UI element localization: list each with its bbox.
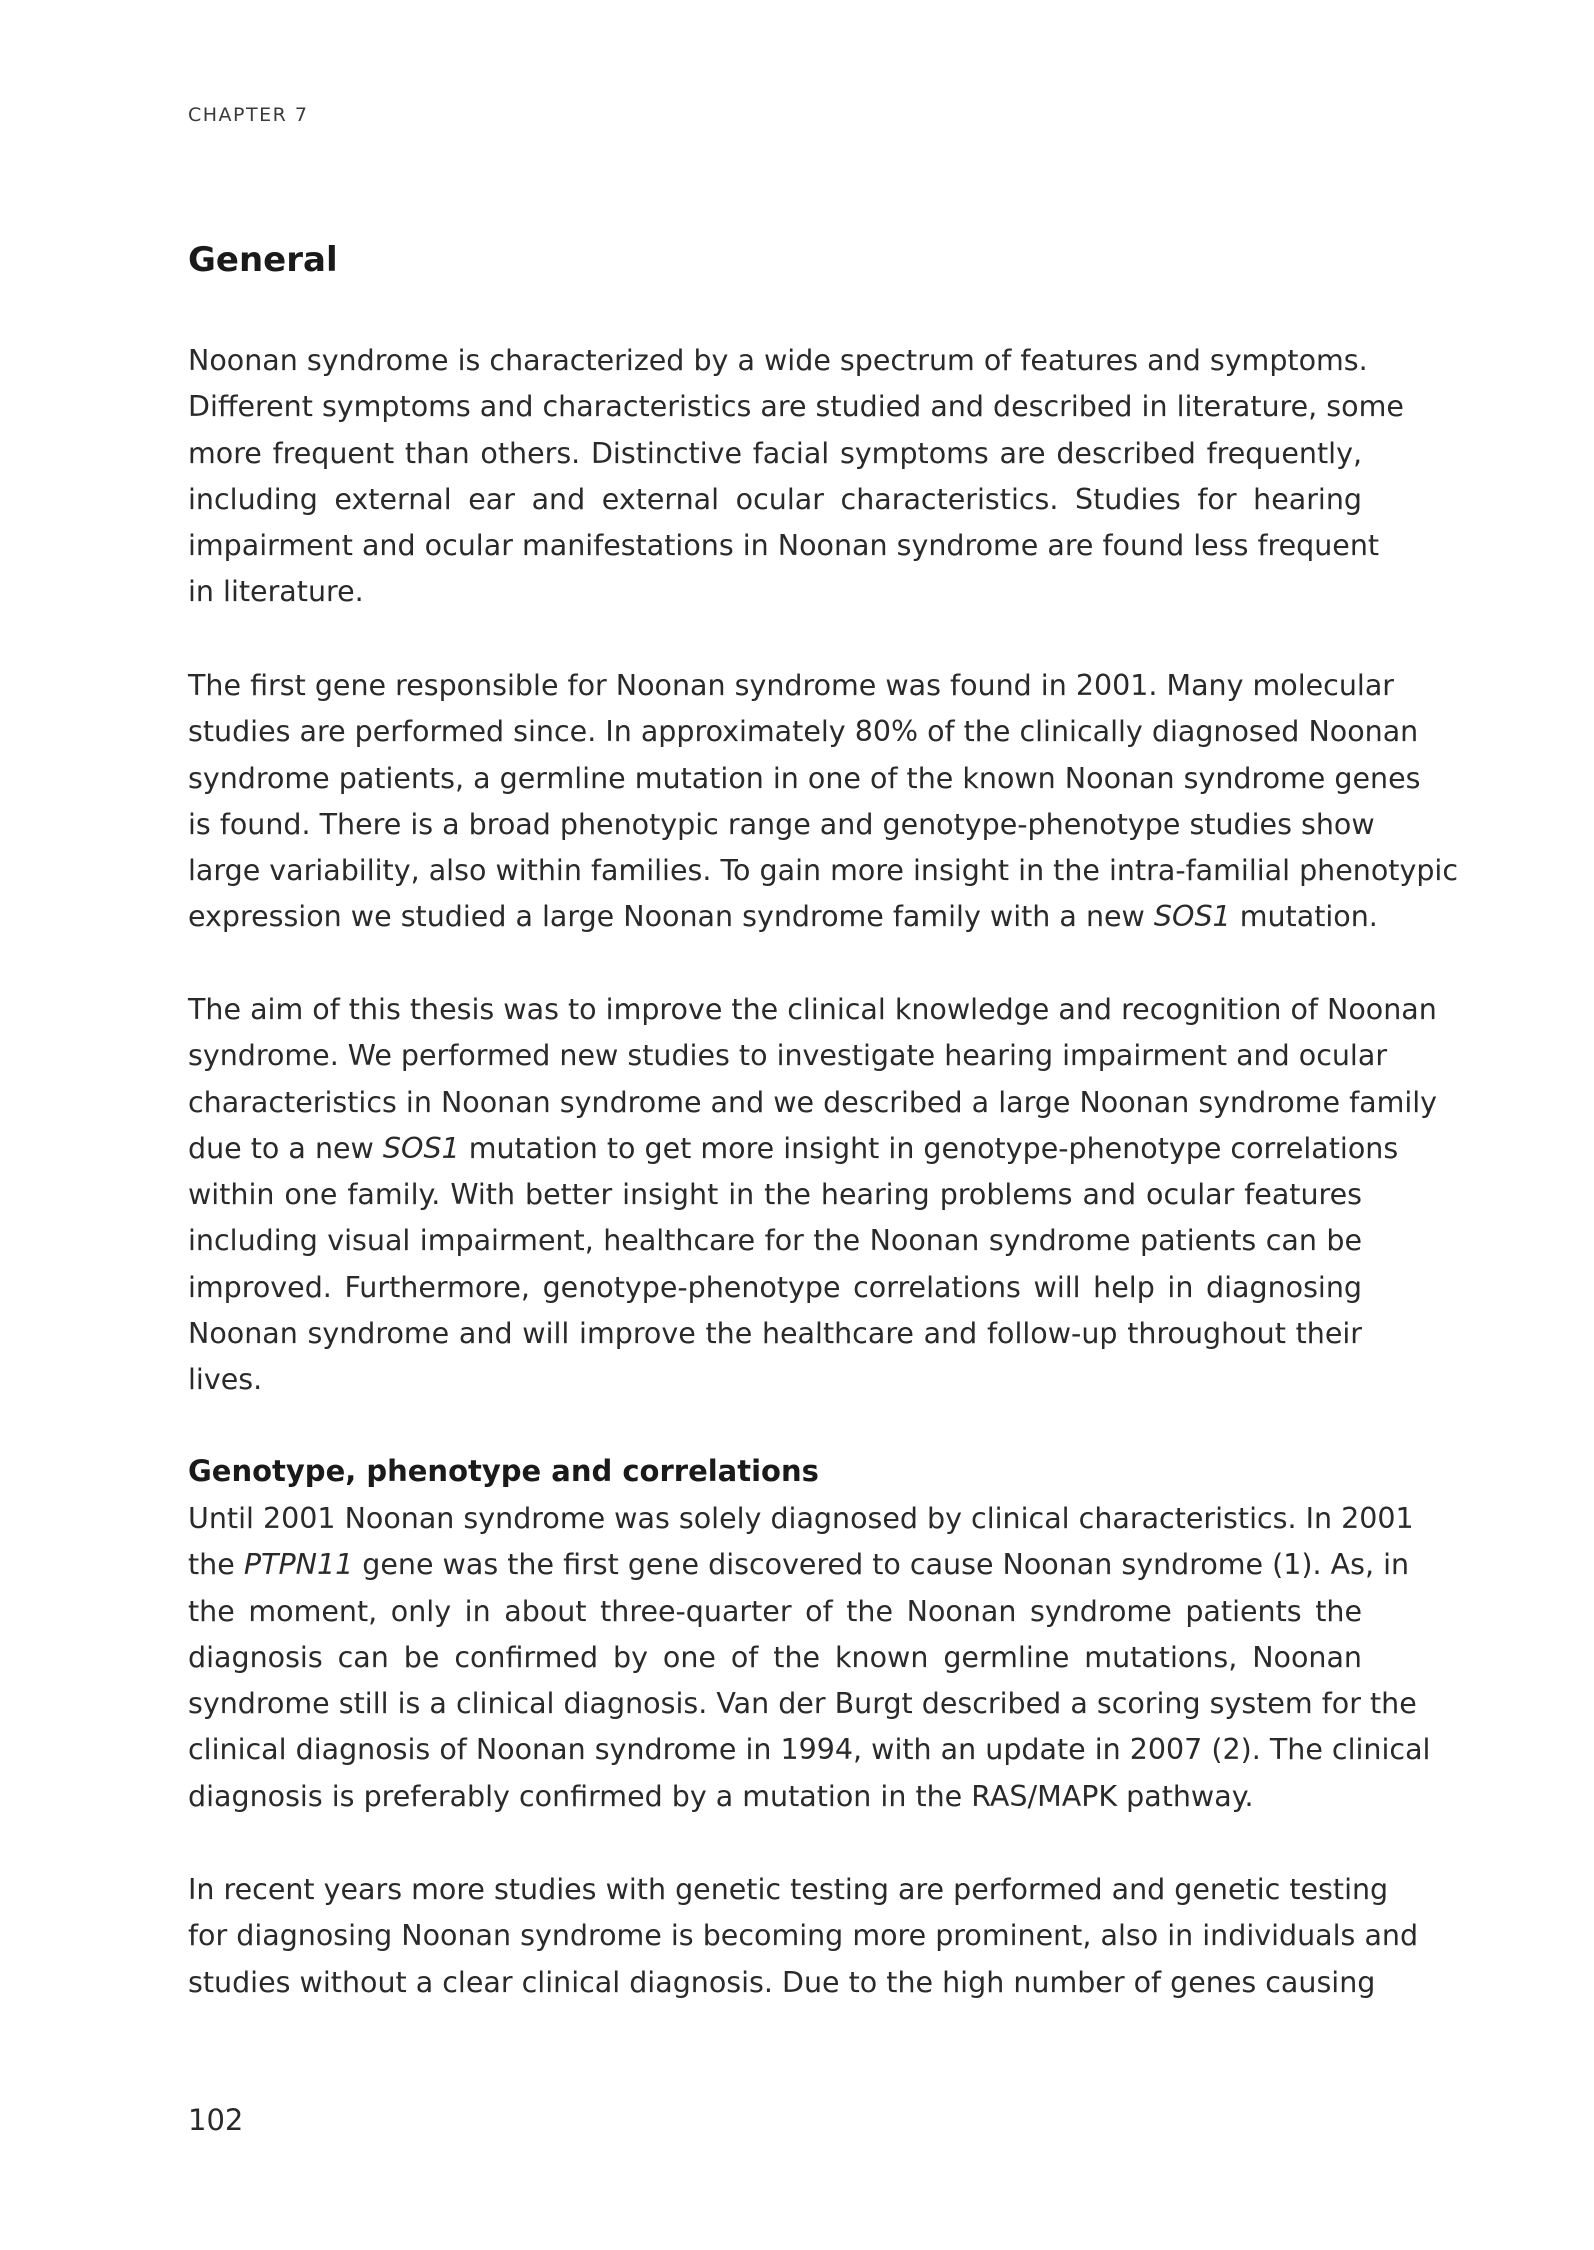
paragraph-line: syndrome still is a clinical diagnosis. Van der Burgt described a scoring system for the (188, 1687, 1417, 1721)
gene-name: SOS1 (382, 1131, 460, 1165)
paragraph-line: Noonan syndrome and will improve the healthcare and follow-up throughout their (188, 1317, 1362, 1351)
paragraph-line: In recent years more studies with genetic testing are performed and genetic testing (188, 1873, 1389, 1906)
text-run: the (188, 1548, 244, 1582)
paragraph-line (188, 894, 1378, 940)
paragraph-line (188, 1126, 1399, 1172)
paragraph-line: clinical diagnosis of Noonan syndrome in 1994, with an update in 2007 (2). The clinical (188, 1733, 1431, 1767)
paragraph-line: for diagnosing Noonan syndrome is becoming more prominent, also in individuals and (188, 1919, 1419, 1953)
text-run: gene was the first gene discovered to cause Noonan syndrome (1). As, in (353, 1548, 1410, 1582)
paragraph-line: diagnosis is preferably confirmed by a mutation in the RAS/MAPK pathway. (188, 1779, 1254, 1813)
paragraph-4 (188, 1496, 1431, 1820)
text-run: mutation to get more insight in genotype-phenotype correlations (459, 1131, 1399, 1165)
paragraph-line: The aim of this thesis was to improve the clinical knowledge and recognition of Noonan (188, 993, 1437, 1026)
paragraph-line: lives. (188, 1363, 263, 1397)
paragraph-line: syndrome patients, a germline mutation in one of the known Noonan syndrome genes (188, 761, 1421, 795)
paragraph-1 (188, 338, 1404, 616)
paragraph-line: studies are performed since. In approximately 80% of the clinically diagnosed Noonan (188, 715, 1419, 749)
paragraph-5 (188, 1867, 1419, 2006)
paragraph-line: large variability, also within families. To gain more insight in the intra-familial phenotypic (188, 854, 1459, 888)
paragraph-line (188, 1542, 1410, 1588)
gene-name: PTPN11 (243, 1548, 354, 1582)
text-run: due to a new (188, 1131, 383, 1165)
page-number: 102 (188, 2103, 244, 2137)
paragraph-line: Different symptoms and characteristics are studied and described in literature, some (188, 390, 1404, 424)
section-heading: General (188, 240, 338, 280)
paragraph-line: including visual impairment, healthcare for the Noonan syndrome patients can be (188, 1224, 1362, 1258)
paragraph-line: syndrome. We performed new studies to investigate hearing impairment and ocular (188, 1039, 1388, 1073)
paragraph-line: improved. Furthermore, genotype-phenotype correlations will help in diagnosing (188, 1270, 1362, 1304)
paragraph-line: studies without a clear clinical diagnosis. Due to the high number of genes causing (188, 1965, 1376, 1999)
paragraph-2 (188, 663, 1459, 941)
paragraph-line: The first gene responsible for Noonan syndrome was found in 2001. Many molecular (188, 669, 1395, 702)
paragraph-line: including external ear and external ocular characteristics. Studies for hearing (188, 482, 1362, 516)
paragraph-line: in literature. (188, 575, 364, 609)
paragraph-3 (188, 987, 1438, 1404)
paragraph-line: the moment, only in about three-quarter of the Noonan syndrome patients the (188, 1594, 1362, 1628)
paragraph-line: is found. There is a broad phenotypic range and genotype-phenotype studies show (188, 807, 1375, 841)
paragraph-line: Until 2001 Noonan syndrome was solely diagnosed by clinical characteristics. In 2001 (188, 1502, 1414, 1535)
subsection-heading: Genotype, phenotype and correlations (188, 1454, 819, 1488)
paragraph-line: characteristics in Noonan syndrome and we described a large Noonan syndrome family (188, 1085, 1438, 1119)
paragraph-line: impairment and ocular manifestations in Noonan syndrome are found less frequent (188, 529, 1380, 563)
running-head: CHAPTER 7 (188, 104, 309, 126)
text-run: mutation. (1230, 900, 1378, 934)
paragraph-line: diagnosis can be confirmed by one of the known germline mutations, Noonan (188, 1640, 1362, 1674)
gene-name: SOS1 (1153, 900, 1231, 934)
paragraph-line: Noonan syndrome is characterized by a wide spectrum of features and symptoms. (188, 344, 1368, 377)
paragraph-line: within one family. With better insight in the hearing problems and ocular features (188, 1178, 1362, 1212)
paragraph-line: more frequent than others. Distinctive facial symptoms are described frequently, (188, 436, 1362, 470)
text-run: expression we studied a large Noonan syndrome family with a new (188, 900, 1154, 934)
